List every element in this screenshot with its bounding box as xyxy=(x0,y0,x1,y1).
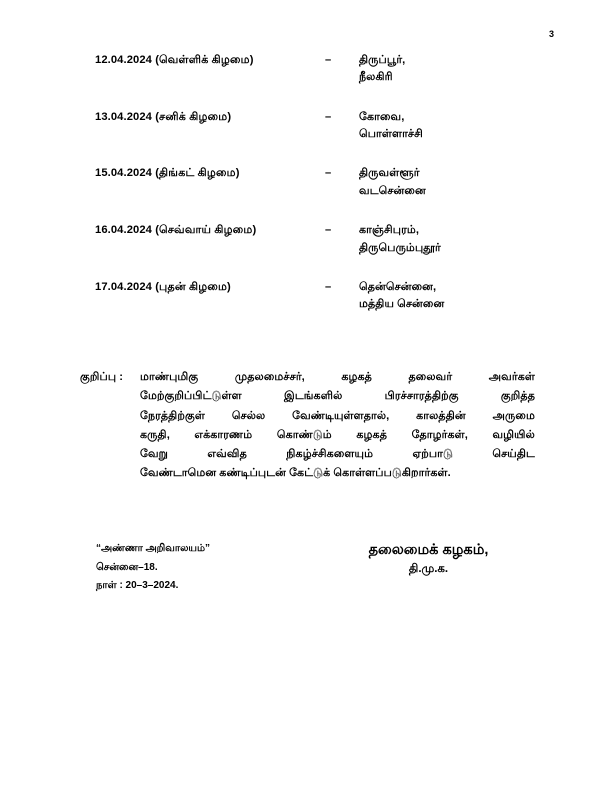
schedule-row xyxy=(95,52,545,87)
note-label: குறிப்பு : xyxy=(80,371,123,383)
note-line xyxy=(140,407,535,426)
schedule-row-separator: – xyxy=(325,280,332,293)
note-body xyxy=(140,368,535,484)
schedule-row-separator: – xyxy=(325,54,332,66)
schedule-row xyxy=(95,165,545,200)
note-word: பிரச்சாரத்திற்கு xyxy=(384,390,459,403)
schedule-row-date: 12.04.2024 (வெள்ளிக் கிழமை) xyxy=(95,54,254,66)
schedule-place: பொள்ளாச்சி xyxy=(359,128,423,141)
schedule-row xyxy=(95,109,545,144)
schedule-place: தென்சென்னை, xyxy=(359,280,437,293)
schedule-row-date: 16.04.2024 (செவ்வாய் கிழமை) xyxy=(95,224,257,237)
note-word: வேண்டியுள்ளதால், xyxy=(292,409,390,422)
schedule-row-places xyxy=(359,109,545,144)
schedule-place: திருபெரும்புதூர் xyxy=(359,241,441,254)
schedule-row-places xyxy=(359,52,545,87)
note-line: வேண்டாமென கண்டிப்புடன் கேட்டுக் கொள்ளப்படுகிறார்கள். xyxy=(140,467,451,480)
note-word: அவர்கள் xyxy=(488,371,535,383)
note-word: கொண்டும் xyxy=(276,428,332,441)
footer-signature-block xyxy=(321,540,536,578)
note-line xyxy=(140,426,535,445)
note-word: நேரத்திற்குள் xyxy=(140,409,205,422)
document-footer xyxy=(96,540,536,596)
note-word: முதலமைச்சர், xyxy=(234,371,305,383)
schedule-place: திருவள்ளூர் xyxy=(359,167,420,180)
schedule-row-places xyxy=(359,222,545,257)
note-word: எவ்வித xyxy=(207,448,247,461)
note-word: வேறு xyxy=(140,448,169,461)
schedule-place: வடசென்னை xyxy=(359,184,426,197)
schedule-row xyxy=(95,279,545,314)
note-word: நிகழ்ச்சிகளையும் xyxy=(286,448,374,461)
campaign-schedule-list xyxy=(95,52,545,314)
note-word: தோழர்கள், xyxy=(411,428,468,441)
schedule-row xyxy=(95,222,545,257)
note-word: கருதி, xyxy=(140,428,170,441)
note-word: அருமை xyxy=(492,409,535,422)
note-word: செல்ல xyxy=(231,409,266,422)
footer-city: சென்னை–18. xyxy=(96,561,158,573)
note-word: இடங்களில் xyxy=(283,390,343,403)
footer-date: நாள் : 20–3–2024. xyxy=(96,580,179,591)
footer-building-name: “அண்ணா அறிவாலயம்” xyxy=(96,543,210,554)
note-word: காலத்தின் xyxy=(416,409,466,422)
note-line xyxy=(140,445,535,464)
schedule-row-date: 13.04.2024 (சனிக் கிழமை) xyxy=(95,110,232,123)
schedule-row-separator: – xyxy=(325,167,332,180)
footer-organisation-name: தலைமைக் கழகம், xyxy=(368,542,489,558)
note-section xyxy=(80,368,535,484)
schedule-row-date: 15.04.2024 (திங்கட் கிழமை) xyxy=(95,167,240,180)
page-number: 3 xyxy=(548,29,554,39)
schedule-place: கோவை, xyxy=(359,110,405,123)
schedule-place: காஞ்சிபுரம், xyxy=(359,224,419,237)
footer-address-block xyxy=(96,540,321,596)
note-word: குறித்த xyxy=(500,390,535,403)
note-word: கழகத் xyxy=(341,371,372,383)
note-word: எக்காரணம் xyxy=(194,428,253,441)
schedule-row-places xyxy=(359,279,545,314)
note-word: செய்திட xyxy=(492,448,535,461)
note-word: கழகத் xyxy=(356,428,387,441)
schedule-row-separator: – xyxy=(325,224,332,237)
note-line xyxy=(140,387,535,406)
note-word: வழியில் xyxy=(492,428,535,441)
schedule-row-separator: – xyxy=(325,110,332,123)
note-word: ஏற்பாடு xyxy=(412,448,453,461)
schedule-place: நீலகிரி xyxy=(359,71,393,84)
note-word: தலைவர் xyxy=(408,371,453,383)
note-word: மேற்குறிப்பிட்டுள்ள xyxy=(140,390,242,403)
footer-organisation-abbreviation: தி.மு.க. xyxy=(408,562,449,575)
schedule-row-places xyxy=(359,165,545,200)
schedule-row-date: 17.04.2024 (புதன் கிழமை) xyxy=(95,280,231,293)
note-word: மாண்புமிகு xyxy=(140,371,199,383)
schedule-place: மத்திய சென்னை xyxy=(359,298,445,311)
schedule-place: திருப்பூர், xyxy=(359,54,406,66)
note-line xyxy=(140,368,535,387)
